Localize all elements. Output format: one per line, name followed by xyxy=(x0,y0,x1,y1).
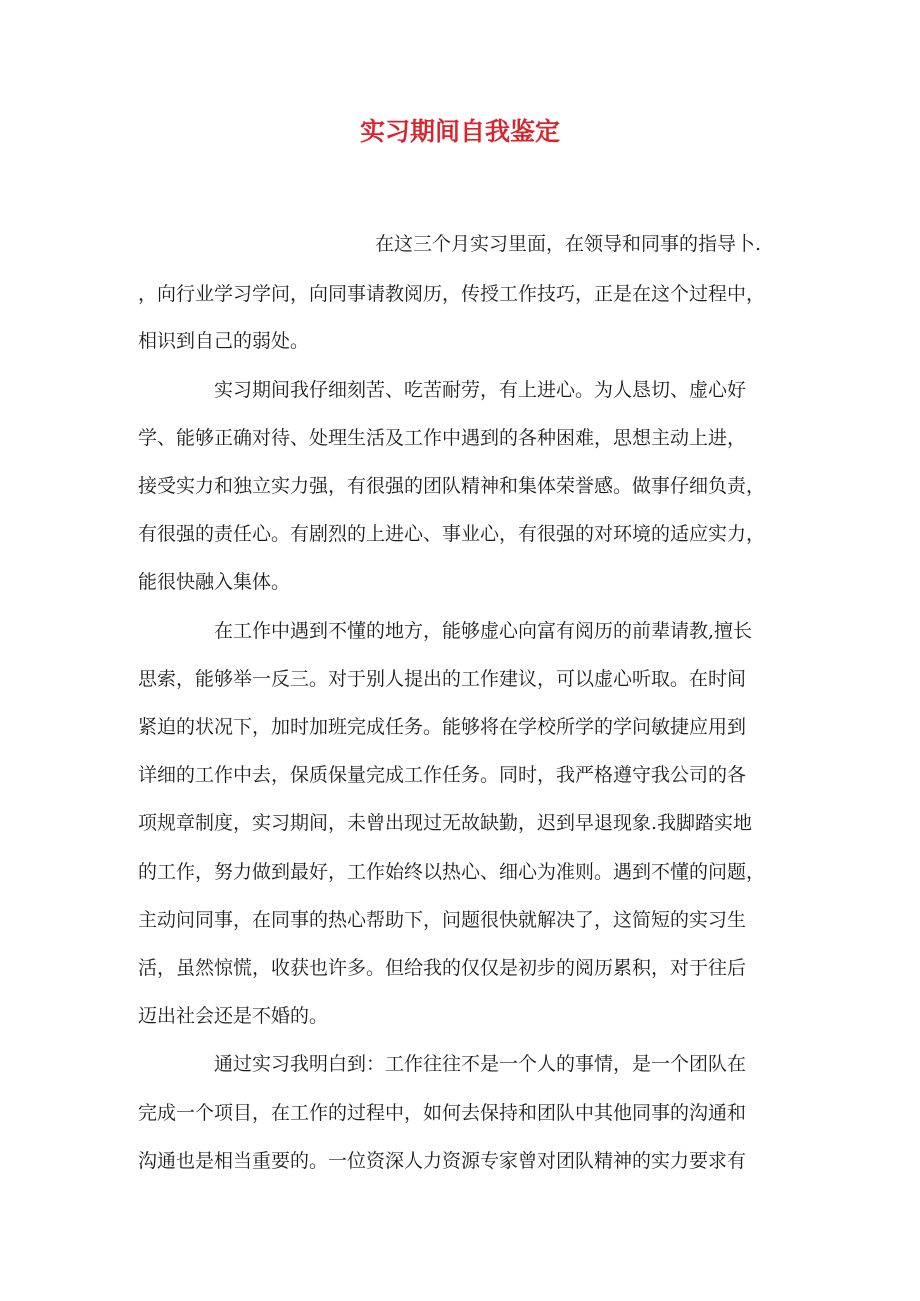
document-title: 实习期间自我鉴定 xyxy=(359,117,560,146)
text-line: 能很快融入集体。 xyxy=(138,571,291,593)
text-line: ，向行业学习学问，向同事请教阅历，传授工作技巧，正是在这个过程中， xyxy=(138,283,766,305)
text-line: 沟通也是相当重要的。一位资深人力资源专家曾对团队精神的实力要求有 xyxy=(138,1150,747,1172)
text-line: 在这三个月实习里面，在领导和同事的指导卜. xyxy=(375,233,762,255)
text-line: 相识到自己的弱处。 xyxy=(138,330,310,352)
text-line: 紧迫的状况下，加时加班完成任务。能够将在学校所学的学问敏捷应用到 xyxy=(138,716,747,738)
text-line: 接受实力和独立实力强，有很强的团队精神和集体荣誉感。做事仔细负责， xyxy=(138,475,766,497)
text-line: 项规章制度，实习期间，未曾出现过无故缺勤，迟到早退现象.我脚踏实地 xyxy=(138,812,753,834)
text-line: 通过实习我明白到：工作往往不是一个人的事情，是一个团队在 xyxy=(214,1053,747,1075)
text-line: 迈出社会还是不婚的。 xyxy=(138,1005,329,1027)
text-line: 实习期间我仔细刻苦、吃苦耐劳，有上进心。为人恳切、虚心好 xyxy=(214,379,747,401)
text-line: 完成一个项目，在工作的过程中，如何去保持和团队中其他同事的沟通和 xyxy=(138,1102,747,1124)
text-line: 在工作中遇到不懂的地方，能够虚心向富有阅历的前辈请教,擅长 xyxy=(214,620,753,642)
text-line: 主动问同事，在同事的热心帮助下，问题很快就解决了，这简短的实习生 xyxy=(138,909,747,931)
text-line: 的工作，努力做到最好，工作始终以热心、细心为准则。遇到不懂的问题， xyxy=(138,861,766,883)
text-line: 活，虽然惊慌，收获也许多。但给我的仅仅是初步的阅历累积，对于往后 xyxy=(138,957,747,979)
text-line: 思索，能够举一反三。对于别人提出的工作建议，可以虚心听取。在时间 xyxy=(138,668,747,690)
text-line: 学、能够正确对待、处理生活及工作中遇到的各种困难，思想主动上进， xyxy=(138,427,747,449)
text-line: 有很强的责任心。有剧烈的上进心、事业心，有很强的对环境的适应实力， xyxy=(138,523,766,545)
text-line: 详细的工作中去，保质保量完成工作任务。同时，我严格遵守我公司的各 xyxy=(138,764,747,786)
